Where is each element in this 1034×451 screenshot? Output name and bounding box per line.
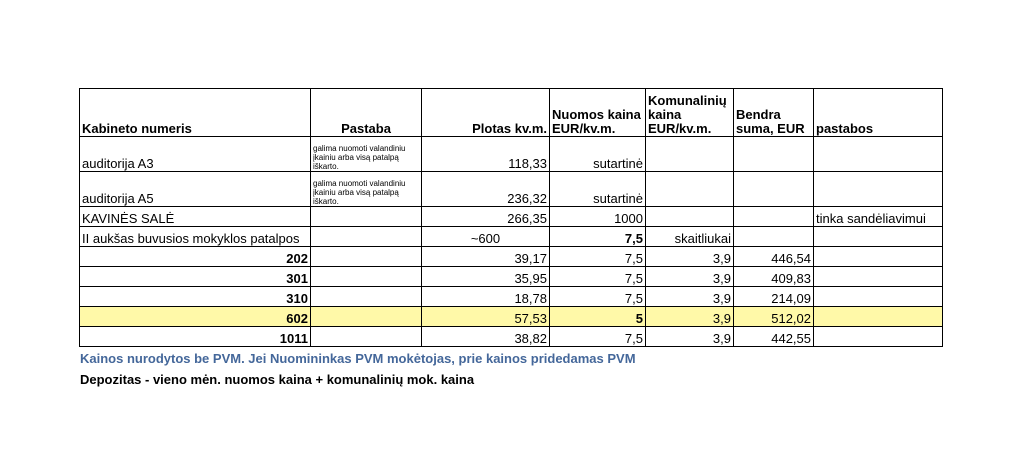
cell-pastabos xyxy=(814,287,943,307)
cell-pastaba xyxy=(311,267,422,287)
header-bendra xyxy=(734,89,814,137)
cell-pastaba xyxy=(311,247,422,267)
header-bendra-line2: suma, EUR xyxy=(736,121,805,136)
cell-komunal xyxy=(646,172,734,207)
header-komunal-line2: kaina xyxy=(648,107,682,122)
cell-kabinetas: KAVINĖS SALĖ xyxy=(80,207,311,227)
cell-plotas: 38,82 xyxy=(422,327,550,347)
cell-kabinetas: 602 xyxy=(80,307,311,327)
cell-pastaba xyxy=(311,327,422,347)
cell-komunal xyxy=(646,137,734,172)
cell-bendra: 446,54 xyxy=(734,247,814,267)
cell-pastabos: tinka sandėliavimui xyxy=(814,207,943,227)
cell-pastabos xyxy=(814,307,943,327)
header-kaina xyxy=(550,89,646,137)
cell-pastaba xyxy=(311,207,422,227)
cell-bendra: 214,09 xyxy=(734,287,814,307)
cell-pastaba xyxy=(311,227,422,247)
cell-pastabos xyxy=(814,137,943,172)
cell-bendra: 409,83 xyxy=(734,267,814,287)
header-plotas: Plotas kv.m. xyxy=(422,89,550,137)
header-komunal-line3: EUR/kv.m. xyxy=(648,121,712,136)
cell-komunal: 3,9 xyxy=(646,327,734,347)
cell-kaina: 5 xyxy=(550,307,646,327)
table-row xyxy=(80,137,943,172)
cell-kaina: sutartinė xyxy=(550,137,646,172)
cell-bendra: 512,02 xyxy=(734,307,814,327)
header-kabinetas: Kabineto numeris xyxy=(80,89,311,137)
table-row-highlighted xyxy=(80,307,943,327)
cell-komunal: 3,9 xyxy=(646,307,734,327)
table-row xyxy=(80,267,943,287)
cell-plotas: ~600 xyxy=(422,227,550,247)
cell-plotas: 236,32 xyxy=(422,172,550,207)
cell-kaina: 7,5 xyxy=(550,327,646,347)
pvm-note: Kainos nurodytos be PVM. Jei Nuomininkas PVM mokėtojas, prie kainos pridedamas PVM xyxy=(80,351,636,366)
header-komunal-line1: Komunalinių xyxy=(648,93,727,108)
header-pastaba: Pastaba xyxy=(311,89,422,137)
cell-kaina: 1000 xyxy=(550,207,646,227)
cell-pastabos xyxy=(814,247,943,267)
cell-pastabos xyxy=(814,227,943,247)
cell-plotas: 57,53 xyxy=(422,307,550,327)
cell-bendra xyxy=(734,137,814,172)
table-row xyxy=(80,247,943,267)
cell-kabinetas: 202 xyxy=(80,247,311,267)
rental-table xyxy=(79,88,943,347)
header-bendra-line1: Bendra xyxy=(736,107,781,122)
header-komunal xyxy=(646,89,734,137)
cell-komunal: skaitliukai xyxy=(646,227,734,247)
table-row xyxy=(80,207,943,227)
table-row xyxy=(80,287,943,307)
cell-komunal: 3,9 xyxy=(646,247,734,267)
cell-pastaba: galima nuomoti valandiniu įkainiu arba visą patalpą iškarto. xyxy=(311,172,422,207)
cell-plotas: 118,33 xyxy=(422,137,550,172)
cell-kabinetas: auditorija A5 xyxy=(80,172,311,207)
cell-komunal xyxy=(646,207,734,227)
cell-plotas: 266,35 xyxy=(422,207,550,227)
cell-kaina: sutartinė xyxy=(550,172,646,207)
cell-kabinetas: 1011 xyxy=(80,327,311,347)
table-row xyxy=(80,327,943,347)
cell-pastaba: galima nuomoti valandiniu įkainiu arba visą patalpą iškarto. xyxy=(311,137,422,172)
header-kaina-line2: EUR/kv.m. xyxy=(552,121,616,136)
header-row xyxy=(80,89,943,137)
cell-plotas: 35,95 xyxy=(422,267,550,287)
cell-kabinetas: 301 xyxy=(80,267,311,287)
cell-kabinetas: auditorija A3 xyxy=(80,137,311,172)
deposit-note: Depozitas - vieno mėn. nuomos kaina + komunalinių mok. kaina xyxy=(80,372,475,387)
cell-pastaba xyxy=(311,307,422,327)
cell-pastabos xyxy=(814,267,943,287)
cell-bendra xyxy=(734,227,814,247)
cell-bendra xyxy=(734,207,814,227)
cell-plotas: 18,78 xyxy=(422,287,550,307)
table-row xyxy=(80,227,943,247)
cell-pastabos xyxy=(814,172,943,207)
table-row xyxy=(80,172,943,207)
cell-bendra: 442,55 xyxy=(734,327,814,347)
cell-bendra xyxy=(734,172,814,207)
cell-kaina: 7,5 xyxy=(550,267,646,287)
cell-kaina: 7,5 xyxy=(550,227,646,247)
cell-pastaba xyxy=(311,287,422,307)
cell-pastabos xyxy=(814,327,943,347)
header-kaina-line1: Nuomos kaina xyxy=(552,107,641,122)
header-pastabos: pastabos xyxy=(814,89,943,137)
cell-kaina: 7,5 xyxy=(550,247,646,267)
cell-komunal: 3,9 xyxy=(646,287,734,307)
cell-plotas: 39,17 xyxy=(422,247,550,267)
cell-kabinetas: 310 xyxy=(80,287,311,307)
cell-komunal: 3,9 xyxy=(646,267,734,287)
cell-kaina: 7,5 xyxy=(550,287,646,307)
cell-kabinetas: II aukšas buvusios mokyklos patalpos xyxy=(80,227,311,247)
